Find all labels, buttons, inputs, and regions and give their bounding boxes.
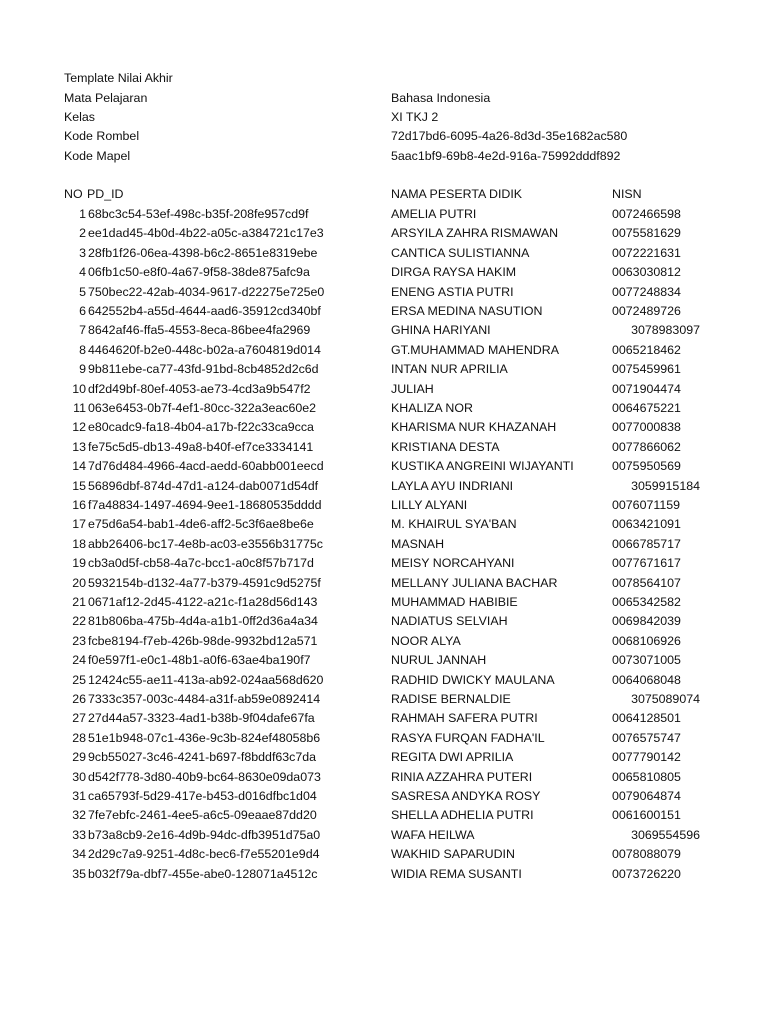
row-nisn: 0064068048 — [612, 672, 681, 687]
row-no: 6 — [79, 304, 86, 318]
row-nisn: 0064128501 — [612, 711, 681, 726]
table-row — [0, 535, 768, 554]
row-nama: KRISTIANA DESTA — [391, 439, 500, 454]
row-nisn: 3069554596 — [631, 827, 700, 842]
row-nama: ERSA MEDINA NASUTION — [391, 304, 543, 318]
row-nisn: 0076071159 — [612, 498, 680, 512]
row-nisn: 0077248834 — [612, 284, 681, 299]
row-pd-id: 12424c55-ae11-413a-ab92-024aa568d620 — [88, 672, 324, 687]
row-pd-id: f0e597f1-e0c1-48b1-a0f6-63ae4ba190f7 — [88, 653, 311, 668]
row-nisn: 0073071005 — [612, 653, 681, 668]
row-nama: M. KHAIRUL SYA'BAN — [391, 517, 517, 532]
row-no: 2 — [79, 226, 86, 241]
row-no: 31 — [72, 789, 86, 803]
table-row — [0, 321, 768, 340]
row-nama: LAYLA AYU INDRIANI — [391, 478, 514, 493]
row-nama: ARSYILA ZAHRA RISMAWAN — [391, 226, 559, 241]
row-nama: NURUL JANNAH — [391, 653, 487, 668]
row-nisn: 0066785717 — [612, 536, 681, 551]
table-row — [0, 768, 768, 787]
row-nisn: 0065218462 — [612, 342, 681, 357]
header-nisn: NISN — [612, 187, 642, 201]
row-pd-id: df2d49bf-80ef-4053-ae73-4cd3a9b547f2 — [88, 381, 311, 396]
row-nisn: 3075089074 — [631, 692, 700, 706]
row-nisn: 0076575747 — [612, 730, 681, 745]
table-row — [0, 302, 768, 321]
row-pd-id: 750bec22-42ab-4034-9617-d22275e725e0 — [88, 284, 325, 299]
row-nisn: 0075581629 — [612, 226, 681, 241]
kelas-label: Kelas — [64, 110, 95, 124]
row-pd-id: 2d29c7a9-9251-4d8c-bec6-f7e55201e9d4 — [88, 847, 320, 862]
rombel-label: Kode Rombel — [64, 129, 140, 143]
table-row — [0, 826, 768, 845]
row-no: 12 — [72, 420, 86, 435]
row-no: 14 — [72, 459, 86, 474]
table-row — [0, 729, 768, 748]
table-row — [0, 748, 768, 767]
row-nisn: 0078564107 — [612, 575, 681, 590]
row-no: 16 — [72, 498, 86, 512]
row-no: 8 — [79, 342, 86, 357]
table-row — [0, 380, 768, 399]
row-nisn: 0075950569 — [612, 459, 681, 474]
row-pd-id: 51e1b948-07c1-436e-9c3b-824ef48058b6 — [88, 730, 321, 745]
row-nisn: 0063421091 — [612, 517, 681, 532]
row-pd-id: ca65793f-5d29-417e-b453-d016dfbc1d04 — [88, 789, 317, 803]
row-no: 28 — [72, 730, 86, 745]
row-nisn: 0075459961 — [612, 362, 681, 377]
row-nama: WIDIA REMA SUSANTI — [391, 866, 522, 881]
row-nisn: 0073726220 — [612, 866, 681, 881]
row-nama: CANTICA SULISTIANNA — [391, 245, 530, 260]
row-no: 19 — [72, 556, 86, 571]
row-no: 23 — [72, 633, 86, 648]
row-no: 35 — [72, 866, 86, 881]
row-nama: SHELLA ADHELIA PUTRI — [391, 808, 534, 823]
row-nisn: 0077866062 — [612, 439, 681, 454]
row-nisn: 0078088079 — [612, 847, 681, 862]
header-no: NO — [64, 187, 83, 201]
row-pd-id: 063e6453-0b7f-4ef1-80cc-322a3eac60e2 — [88, 401, 317, 415]
row-no: 15 — [72, 478, 86, 493]
row-no: 4 — [79, 265, 86, 280]
row-no: 22 — [72, 614, 86, 629]
row-nisn: 0077671617 — [612, 556, 681, 571]
row-nama: KUSTIKA ANGREINI WIJAYANTI — [391, 459, 574, 474]
row-pd-id: 28fb1f26-06ea-4398-b6c2-8651e8319ebe — [88, 245, 318, 260]
row-no: 29 — [72, 750, 86, 765]
table-row — [0, 496, 768, 515]
row-nisn: 0072466598 — [612, 207, 681, 221]
rombel-value: 72d17bd6-6095-4a26-8d3d-35e1682ac580 — [391, 129, 628, 143]
row-nama: GT.MUHAMMAD MAHENDRA — [391, 342, 559, 357]
table-row — [0, 593, 768, 612]
row-no: 9 — [79, 362, 86, 377]
table-row — [0, 671, 768, 690]
table-row — [0, 263, 768, 282]
row-no: 1 — [79, 207, 86, 221]
row-nama: WAFA HEILWA — [391, 827, 475, 842]
row-nama: INTAN NUR APRILIA — [391, 362, 508, 377]
table-header — [0, 185, 768, 204]
table-row — [0, 244, 768, 263]
row-nisn: 0068106926 — [612, 633, 681, 648]
row-no: 33 — [72, 827, 86, 842]
table-row — [0, 554, 768, 573]
table-row — [0, 806, 768, 825]
row-pd-id: 4464620f-b2e0-448c-b02a-a7604819d014 — [88, 342, 321, 357]
table-row — [0, 612, 768, 631]
row-pd-id: fcbe8194-f7eb-426b-98de-9932bd12a571 — [88, 633, 318, 648]
row-nama: LILLY ALYANI — [391, 498, 468, 512]
row-nama: SASRESA ANDYKA ROSY — [391, 789, 541, 803]
row-nisn: 0077000838 — [612, 420, 681, 435]
row-pd-id: 0671af12-2d45-4122-a21c-f1a28d56d143 — [88, 595, 318, 609]
row-nama: KHARISMA NUR KHAZANAH — [391, 420, 557, 435]
row-nisn: 3078983097 — [631, 323, 700, 338]
row-nisn: 0063030812 — [612, 265, 681, 280]
row-pd-id: fe75c5d5-db13-49a8-b40f-ef7ce3334141 — [88, 439, 314, 454]
row-pd-id: b73a8cb9-2e16-4d9b-94dc-dfb3951d75a0 — [88, 827, 321, 842]
row-nama: KHALIZA NOR — [391, 401, 473, 415]
row-nama: MUHAMMAD HABIBIE — [391, 595, 518, 609]
header-nama: NAMA PESERTA DIDIK — [391, 187, 523, 201]
row-no: 18 — [72, 536, 86, 551]
table-row — [0, 477, 768, 496]
table-row — [0, 515, 768, 534]
row-pd-id: ee1dad45-4b0d-4b22-a05c-a384721c17e3 — [88, 226, 324, 241]
row-pd-id: e80cadc9-fa18-4b04-a17b-f22c33ca9cca — [88, 420, 314, 435]
row-pd-id: 06fb1c50-e8f0-4a67-9f58-38de875afc9a — [88, 265, 310, 280]
mapel-value: Bahasa Indonesia — [391, 91, 491, 105]
kelas-value: XI TKJ 2 — [391, 110, 439, 124]
row-pd-id: cb3a0d5f-cb58-4a7c-bcc1-a0c8f57b717d — [88, 556, 314, 571]
row-pd-id: d542f778-3d80-40b9-bc64-8630e09da073 — [88, 769, 321, 784]
table-row — [0, 690, 768, 709]
row-pd-id: 7333c357-003c-4484-a31f-ab59e0892414 — [88, 692, 321, 706]
row-pd-id: e75d6a54-bab1-4de6-aff2-5c3f6ae8be6e — [88, 517, 314, 532]
row-nama: DIRGA RAYSA HAKIM — [391, 265, 517, 280]
table-row — [0, 651, 768, 670]
row-pd-id: 7d76d484-4966-4acd-aedd-60abb001eecd — [88, 459, 324, 474]
row-nama: RAHMAH SAFERA PUTRI — [391, 711, 538, 726]
row-no: 21 — [72, 595, 86, 609]
row-no: 34 — [72, 847, 86, 862]
row-nama: GHINA HARIYANI — [391, 323, 491, 338]
row-pd-id: 8642af46-ffa5-4553-8eca-86bee4fa2969 — [88, 323, 311, 338]
row-no: 5 — [79, 284, 86, 299]
row-nisn: 0069842039 — [612, 614, 681, 629]
table-row — [0, 205, 768, 224]
table-row — [0, 865, 768, 884]
row-nama: JULIAH — [391, 381, 434, 396]
table-row — [0, 574, 768, 593]
row-pd-id: 7fe7ebfc-2461-4ee5-a6c5-09eaae87dd20 — [88, 808, 317, 823]
table-row — [0, 438, 768, 457]
row-no: 27 — [72, 711, 86, 726]
row-no: 26 — [72, 692, 86, 706]
row-nisn: 3059915184 — [631, 478, 700, 493]
row-pd-id: 9b811ebe-ca77-43fd-91bd-8cb4852d2c6d — [88, 362, 319, 377]
row-pd-id: 642552b4-a55d-4644-aad6-35912cd340bf — [88, 304, 321, 318]
row-no: 13 — [72, 439, 86, 454]
header-pd-id: PD_ID — [87, 187, 124, 201]
table-row — [0, 283, 768, 302]
table-row — [0, 341, 768, 360]
row-nama: MELLANY JULIANA BACHAR — [391, 575, 558, 590]
row-no: 25 — [72, 672, 86, 687]
row-pd-id: 68bc3c54-53ef-498c-b35f-208fe957cd9f — [88, 207, 309, 221]
row-no: 32 — [72, 808, 86, 823]
row-nama: NOOR ALYA — [391, 633, 461, 648]
row-pd-id: 27d44a57-3323-4ad1-b38b-9f04dafe67fa — [88, 711, 315, 726]
table-row — [0, 845, 768, 864]
row-pd-id: f7a48834-1497-4694-9ee1-18680535dddd — [88, 498, 322, 512]
row-nama: AMELIA PUTRI — [391, 207, 477, 221]
mapel-label: Mata Pelajaran — [64, 91, 148, 105]
row-nama: MEISY NORCAHYANI — [391, 556, 515, 571]
row-nisn: 0061600151 — [612, 808, 681, 823]
row-no: 17 — [72, 517, 86, 532]
row-nama: RASYA FURQAN FADHA'IL — [391, 730, 545, 745]
row-nisn: 0072221631 — [612, 245, 681, 260]
row-nisn: 0071904474 — [612, 381, 681, 396]
table-row — [0, 360, 768, 379]
row-nama: NADIATUS SELVIAH — [391, 614, 508, 629]
row-pd-id: 5932154b-d132-4a77-b379-4591c9d5275f — [88, 575, 321, 590]
row-nama: MASNAH — [391, 536, 445, 551]
row-nisn: 0064675221 — [612, 401, 681, 415]
kodemapel-value: 5aac1bf9-69b8-4e2d-916a-75992dddf892 — [391, 149, 621, 163]
row-nisn: 0077790142 — [612, 750, 681, 765]
row-nama: RADHID DWICKY MAULANA — [391, 672, 555, 687]
row-no: 30 — [72, 769, 86, 784]
document-title: Template Nilai Akhir — [64, 71, 173, 85]
row-no: 3 — [79, 245, 86, 260]
row-nama: REGITA DWI APRILIA — [391, 750, 514, 765]
row-no: 7 — [79, 323, 86, 338]
table-row — [0, 224, 768, 243]
row-pd-id: b032f79a-dbf7-455e-abe0-128071a4512c — [88, 866, 318, 881]
row-pd-id: 81b806ba-475b-4d4a-a1b1-0ff2d36a4a34 — [88, 614, 318, 629]
table-row — [0, 457, 768, 476]
table-row — [0, 787, 768, 806]
row-nama: WAKHID SAPARUDIN — [391, 847, 515, 862]
table-row — [0, 632, 768, 651]
row-pd-id: 9cb55027-3c46-4241-b697-f8bddf63c7da — [88, 750, 317, 765]
row-no: 11 — [73, 401, 86, 415]
table-row — [0, 399, 768, 418]
row-nisn: 0079064874 — [612, 789, 681, 803]
kodemapel-label: Kode Mapel — [64, 149, 131, 163]
row-pd-id: abb26406-bc17-4e8b-ac03-e3556b31775c — [88, 536, 323, 551]
row-no: 20 — [72, 575, 86, 590]
row-no: 10 — [72, 381, 86, 396]
row-nisn: 0065342582 — [612, 595, 681, 609]
table-row — [0, 709, 768, 728]
row-nama: RINIA AZZAHRA PUTERI — [391, 769, 533, 784]
row-nama: RADISE BERNALDIE — [391, 692, 511, 706]
row-no: 24 — [72, 653, 86, 668]
row-pd-id: 56896dbf-874d-47d1-a124-dab0071d54df — [88, 478, 319, 493]
table-row — [0, 418, 768, 437]
row-nisn: 0065810805 — [612, 769, 681, 784]
row-nama: ENENG ASTIA PUTRI — [391, 284, 514, 299]
row-nisn: 0072489726 — [612, 304, 681, 318]
